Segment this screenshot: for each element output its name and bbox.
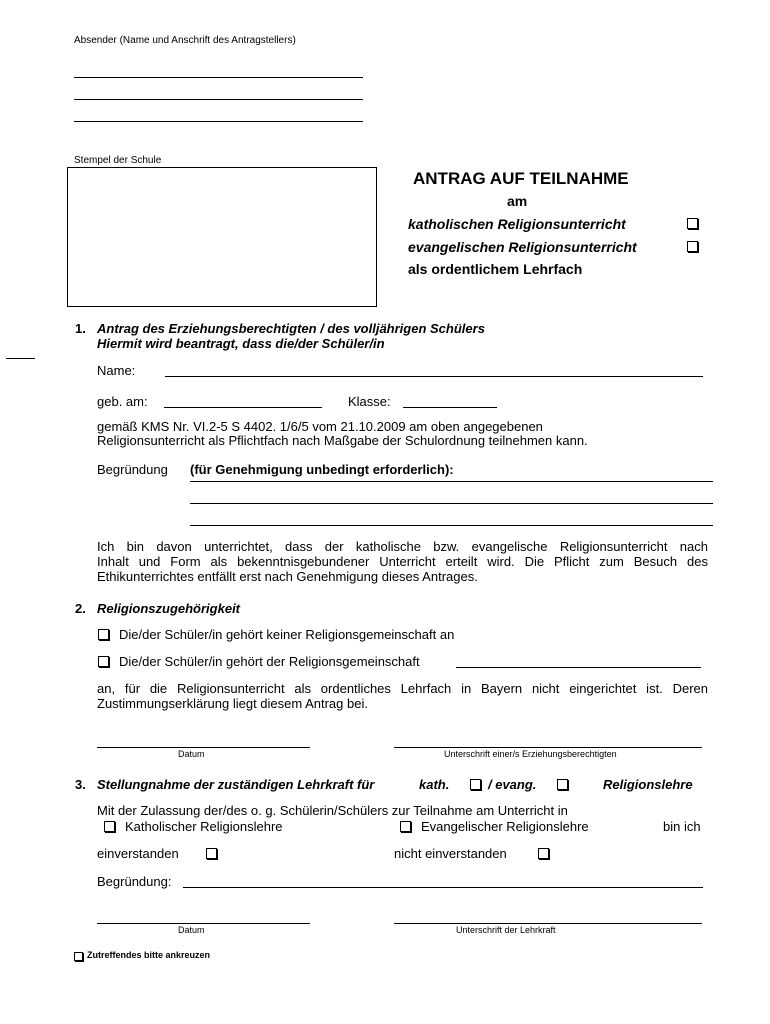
option-other-religion: Die/der Schüler/in gehört der Religionsgemeinschaft — [119, 654, 420, 669]
sender-line-1[interactable] — [74, 77, 363, 78]
section3-signature-field[interactable] — [394, 923, 702, 924]
reason-label: Begründung — [97, 462, 168, 477]
name-label: Name: — [97, 363, 136, 378]
section1-heading: Antrag des Erziehungsberechtigten / des volljährigen Schülers — [97, 321, 485, 336]
school-stamp-box — [67, 167, 377, 307]
reason-note: (für Genehmigung unbedingt erforderlich): — [190, 462, 454, 477]
section2-date-label: Datum — [178, 749, 205, 759]
checkbox-other-religion-icon[interactable] — [98, 656, 109, 667]
section2-text-line-1: an, für die Religionsunterricht als ordentliches Lehrfach in Bayern nicht eingerichtet ist. Deren — [97, 681, 708, 696]
option-catholic-label: katholischen Religionsunterricht — [408, 216, 626, 232]
section3-heading-evang: / evang. — [488, 777, 537, 792]
option-protestant-label: evangelischen Religionsunterricht — [408, 239, 637, 255]
checkbox-evang-heading-icon[interactable] — [557, 779, 568, 790]
subject-line: als ordentlichem Lehrfach — [408, 261, 583, 277]
info-line-2: Inhalt und Form als bekenntnisgebundener Unterricht erteilt wird. Die Pflicht zum Besuch des — [97, 554, 708, 569]
reason-line-3[interactable] — [190, 525, 713, 526]
reason-line-1[interactable] — [190, 481, 713, 482]
section2-heading: Religionszugehörigkeit — [97, 601, 241, 616]
section3-reason-label: Begründung: — [97, 874, 172, 889]
sender-line-3[interactable] — [74, 121, 363, 122]
form-title: ANTRAG AUF TEILNAHME — [413, 169, 629, 188]
checkbox-kath-lehre-icon[interactable] — [104, 821, 115, 832]
option-kath-lehre: Katholischer Religionslehre — [125, 819, 283, 834]
checkbox-kath-heading-icon[interactable] — [470, 779, 481, 790]
section2-signature-label: Unterschrift einer/s Erziehungsberechtigten — [444, 749, 617, 759]
checkbox-evang-lehre-icon[interactable] — [400, 821, 411, 832]
section3-reason-field[interactable] — [183, 887, 703, 888]
disagree-label: nicht einverstanden — [394, 846, 507, 861]
section3-heading: Stellungnahme der zuständigen Lehrkraft für — [97, 777, 375, 792]
footer-checkbox-icon — [74, 952, 83, 961]
stamp-label: Stempel der Schule — [74, 155, 162, 166]
section3-date-field[interactable] — [97, 923, 310, 924]
footer-note: Zutreffendes bitte ankreuzen — [87, 950, 211, 960]
class-label: Klasse: — [348, 394, 391, 409]
agree-label: einverstanden — [97, 846, 179, 861]
dob-field[interactable] — [164, 407, 322, 408]
section2-number: 2. — [75, 601, 86, 616]
legal-line-2: Religionsunterricht als Pflichtfach nach Maßgabe der Schulordnung teilnehmen kann. — [97, 433, 588, 448]
legal-line-1: gemäß KMS Nr. VI.2-5 S 4402. 1/6/5 vom 21.10.2009 am oben angegebenen — [97, 419, 543, 434]
sender-label: Absender (Name und Anschrift des Antragstellers) — [74, 35, 296, 46]
bin-ich-text: bin ich — [663, 819, 701, 834]
section1-subheading: Hiermit wird beantragt, dass die/der Schüler/in — [97, 336, 385, 351]
sender-line-2[interactable] — [74, 99, 363, 100]
section3-signature-label: Unterschrift der Lehrkraft — [456, 925, 556, 935]
section3-number: 3. — [75, 777, 86, 792]
checkbox-disagree-icon[interactable] — [538, 848, 549, 859]
religion-community-field[interactable] — [456, 667, 701, 668]
name-field[interactable] — [165, 376, 703, 377]
form-subtitle: am — [507, 193, 528, 209]
section1-number: 1. — [75, 321, 86, 336]
dob-label: geb. am: — [97, 394, 148, 409]
checkbox-no-religion-icon[interactable] — [98, 629, 109, 640]
info-line-1: Ich bin davon unterrichtet, dass der katholische bzw. evangelische Religionsunterricht nach — [97, 539, 708, 554]
section2-signature-field[interactable] — [394, 747, 702, 748]
info-line-3: Ethikunterrichtes entfällt erst nach Genehmigung dieses Antrages. — [97, 569, 478, 584]
section3-date-label: Datum — [178, 925, 205, 935]
reason-line-2[interactable] — [190, 503, 713, 504]
section3-heading-kath: kath. — [419, 777, 450, 792]
checkbox-catholic-icon[interactable] — [687, 218, 698, 229]
margin-mark — [6, 358, 35, 359]
section2-date-field[interactable] — [97, 747, 310, 748]
checkbox-protestant-icon[interactable] — [687, 241, 698, 252]
section3-heading-tail: Religionslehre — [603, 777, 693, 792]
option-evang-lehre: Evangelischer Religionslehre — [421, 819, 589, 834]
class-field[interactable] — [403, 407, 497, 408]
section3-text-line-1: Mit der Zulassung der/des o. g. Schülerin/Schülers zur Teilnahme am Unterricht in — [97, 803, 568, 818]
section2-text-line-2: Zustimmungserklärung liegt diesem Antrag bei. — [97, 696, 368, 711]
option-no-religion: Die/der Schüler/in gehört keiner Religionsgemeinschaft an — [119, 627, 455, 642]
checkbox-agree-icon[interactable] — [206, 848, 217, 859]
